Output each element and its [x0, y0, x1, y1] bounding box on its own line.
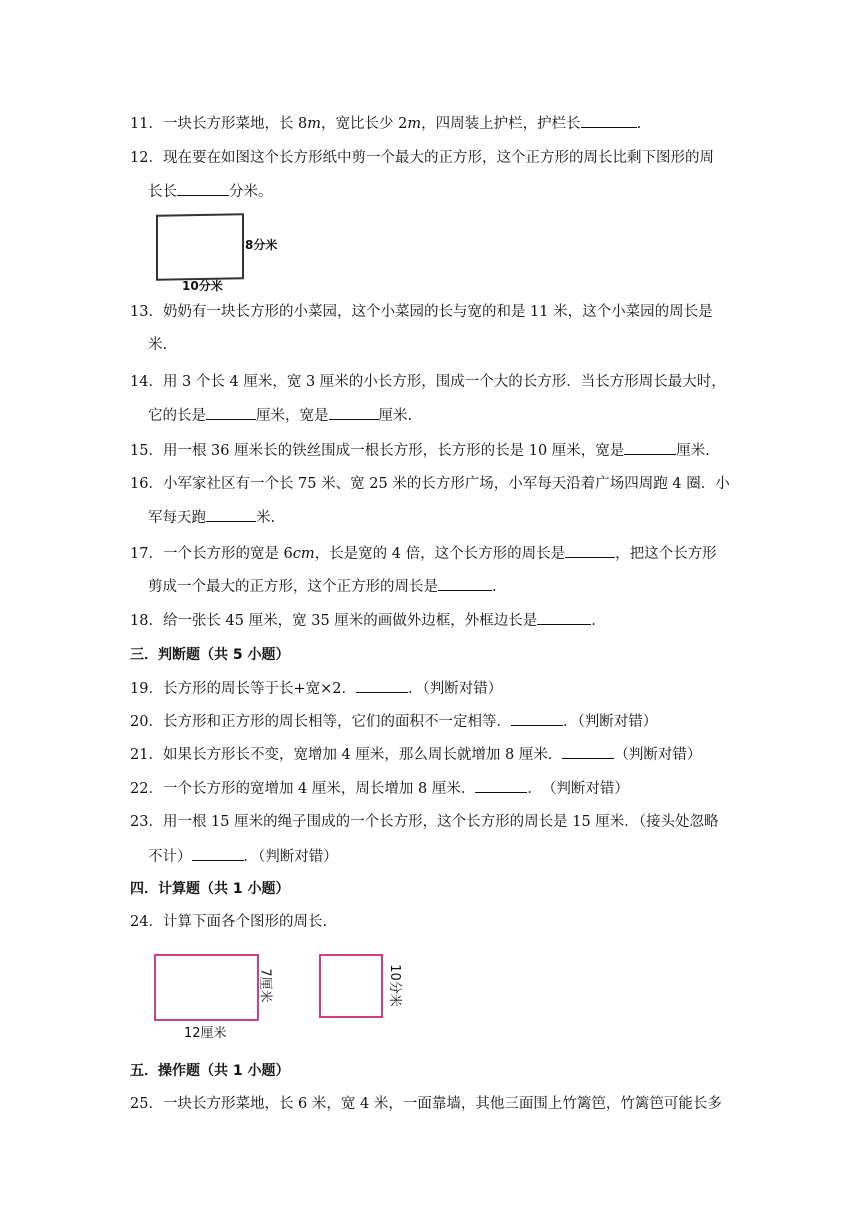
question-15: 15．用一根 36 厘米长的铁丝围成一根长方形，长方形的长是 10 厘米，宽是 厘米.: [130, 440, 710, 461]
answer-blank[interactable]: [329, 405, 379, 420]
figure-calculation: [150, 946, 410, 1042]
question-19: 19．长方形的周长等于长+宽×2． ．（判断对错）: [130, 678, 502, 699]
square-10: [319, 954, 383, 1018]
question-12: 12．现在要在如图这个长方形纸中剪一个最大的正方形，这个正方形的周长比剩下图形的周: [130, 150, 714, 166]
answer-blank[interactable]: [177, 181, 229, 196]
question-23-line2: 不计） ．（判断对错）: [148, 846, 338, 867]
answer-blank[interactable]: [537, 610, 591, 625]
question-22: 22．一个长方形的宽增加 4 厘米，周长增加 8 厘米． ． （判断对错）: [130, 778, 629, 799]
question-14: 14．用 3 个长 4 厘米，宽 3 厘米的小长方形，围成一个大的长方形．当长方形周长最大时，: [130, 374, 726, 390]
question-20: 20．长方形和正方形的周长相等，它们的面积不一定相等． ．（判断对错）: [130, 711, 657, 732]
height-label: 8分米: [245, 238, 278, 252]
section-heading-operation: 五．操作题（共 1 小题）: [130, 1063, 290, 1079]
answer-blank[interactable]: [581, 113, 637, 128]
answer-blank[interactable]: [562, 744, 614, 759]
question-14-line2: 它的长是 厘米，宽是 厘米.: [148, 405, 412, 426]
answer-blank[interactable]: [624, 440, 676, 455]
figure-rectangle-10x8: [150, 210, 278, 293]
question-13-line2: 米.: [148, 337, 168, 353]
question-16: 16．小军家社区有一个长 75 米、宽 25 米的长方形广场，小军每天沿着广场四周跑 4 圈．小: [130, 476, 730, 492]
width-label: 10分米: [182, 279, 223, 293]
square-side-label: 10分米: [386, 964, 402, 1007]
question-12-line2: 长长 分米。: [148, 181, 273, 202]
question-18: 18．给一张长 45 厘米，宽 35 厘米的画做外边框，外框边长是 .: [130, 610, 596, 631]
rectangle-12x7: [154, 954, 259, 1021]
answer-blank[interactable]: [438, 576, 492, 591]
answer-blank[interactable]: [565, 543, 615, 558]
question-24: 24．计算下面各个图形的周长.: [130, 914, 328, 930]
question-11: 11．一块长方形菜地，长 8m，宽比长少 2m，四周装上护栏，护栏长 .: [130, 113, 641, 134]
answer-blank[interactable]: [192, 846, 244, 861]
rectangle-width-label: 12厘米: [184, 1026, 227, 1041]
question-17-line2: 剪成一个最大的正方形，这个正方形的周长是 .: [148, 576, 497, 597]
answer-blank[interactable]: [511, 711, 563, 726]
question-21: 21．如果长方形长不变，宽增加 4 厘米，那么周长就增加 8 厘米． （判断对错）: [130, 744, 701, 765]
question-23: 23．用一根 15 厘米的绳子围成的一个长方形，这个长方形的周长是 15 厘米．（接头处忽略: [130, 814, 719, 830]
question-25: 25．一块长方形菜地，长 6 米，宽 4 米，一面靠墙，其他三面围上竹篱笆，竹篱笆可能长多: [130, 1096, 722, 1112]
question-13: 13．奶奶有一块长方形的小菜园，这个小菜园的长与宽的和是 11 米，这个小菜园的周长是: [130, 304, 713, 320]
answer-blank[interactable]: [206, 507, 256, 522]
rectangle-shape: [156, 213, 244, 281]
question-17: 17．一个长方形的宽是 6cm，长是宽的 4 倍，这个长方形的周长是 ，把这个长方形: [130, 543, 717, 564]
answer-blank[interactable]: [206, 405, 256, 420]
section-heading-calculation: 四．计算题（共 1 小题）: [130, 881, 290, 897]
rectangle-height-label: 7厘米: [257, 968, 273, 1003]
section-heading-judgement: 三．判断题（共 5 小题）: [130, 647, 290, 663]
answer-blank[interactable]: [356, 678, 408, 693]
answer-blank[interactable]: [475, 778, 527, 793]
question-16-line2: 军每天跑 米.: [148, 507, 275, 528]
